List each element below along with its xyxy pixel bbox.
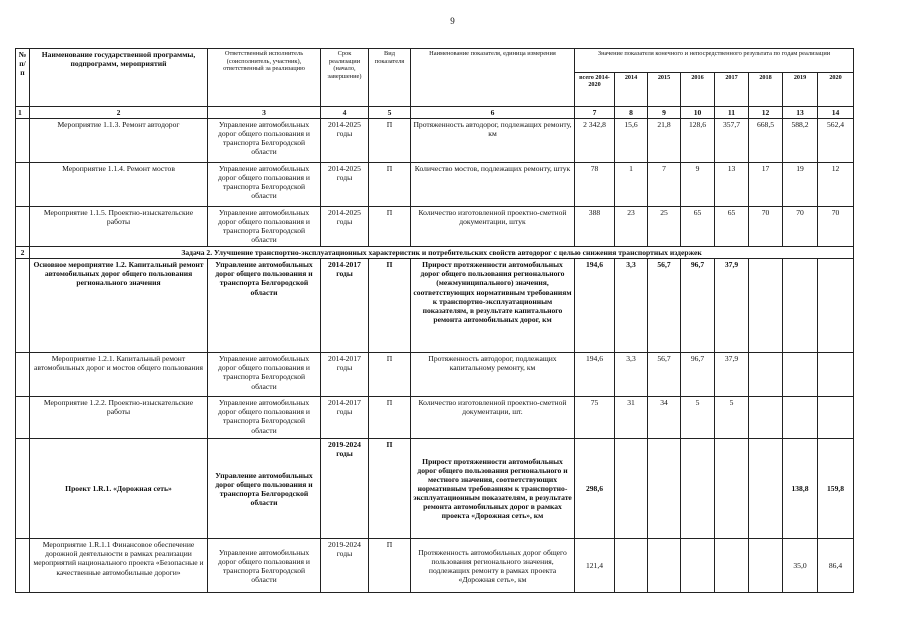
- value-cell: 194,6: [575, 353, 615, 397]
- value-cell: 1: [615, 163, 648, 207]
- value-cell: 25: [648, 207, 681, 247]
- column-number: 10: [681, 107, 715, 119]
- row-type: П: [369, 163, 411, 207]
- row-indicator: Протяженность автомобильных дорог общего пользования регионального значения, подлежащих ремонту в рамках проекта «Дорожная сеть», км: [411, 539, 575, 593]
- value-cell: 12: [818, 163, 854, 207]
- row-term: 2014-2017 годы: [321, 259, 369, 353]
- row-type: П: [369, 439, 411, 539]
- row-type: П: [369, 539, 411, 593]
- row-term: 2014-2025 годы: [321, 119, 369, 163]
- value-cell: 23: [615, 207, 648, 247]
- value-cell: 31: [615, 397, 648, 439]
- value-cell: 56,7: [648, 259, 681, 353]
- row-term: 2014-2025 годы: [321, 163, 369, 207]
- value-cell: [818, 353, 854, 397]
- row-num-cell: [16, 207, 30, 247]
- row-responsible: Управление автомобильных дорог общего пользования и транспорта Белгородской области: [208, 353, 321, 397]
- value-cell: 159,8: [818, 439, 854, 539]
- column-number: 4: [321, 107, 369, 119]
- row-indicator: Количество мостов, подлежащих ремонту, штук: [411, 163, 575, 207]
- header-term: Срок реализации (начало, завершение): [321, 49, 369, 107]
- value-cell: 298,6: [575, 439, 615, 539]
- value-cell: 138,8: [783, 439, 818, 539]
- row-name: Проект 1.R.1. «Дорожная сеть»: [30, 439, 208, 539]
- header-responsible: Ответственный исполнитель (соисполнитель, участник), ответственный за реализацию: [208, 49, 321, 107]
- table-row: [16, 119, 854, 163]
- row-name: Мероприятие 1.1.4. Ремонт мостов: [30, 163, 208, 207]
- page-number: 9: [450, 16, 455, 26]
- row-term: 2019-2024 годы: [321, 439, 369, 539]
- row-responsible: Управление автомобильных дорог общего пользования и транспорта Белгородской области: [208, 163, 321, 207]
- column-number: 1: [16, 107, 30, 119]
- column-number: 13: [783, 107, 818, 119]
- value-cell: [681, 539, 715, 593]
- row-name: Мероприятие 1.2.1. Капитальный ремонт автомобильных дорог и мостов общего пользования: [30, 353, 208, 397]
- value-cell: 65: [715, 207, 749, 247]
- value-cell: 37,9: [715, 259, 749, 353]
- column-number: 14: [818, 107, 854, 119]
- value-cell: 70: [749, 207, 783, 247]
- row-responsible: Управление автомобильных дорог общего пользования и транспорта Белгородской области: [208, 439, 321, 539]
- value-cell: 588,2: [783, 119, 818, 163]
- value-cell: 75: [575, 397, 615, 439]
- row-num-cell: [16, 353, 30, 397]
- value-cell: 15,6: [615, 119, 648, 163]
- column-number: 6: [411, 107, 575, 119]
- row-indicator: Прирост протяженности автомобильных дорог общего пользования регионального и местного значения, соответствующих нормативным требованиям к транспортно-эксплуатационным показателям, в результате ремонта автомобильных дорог в рамках проекта «Дорожная сеть», км: [411, 439, 575, 539]
- value-cell: [715, 539, 749, 593]
- task-text: Задача 2. Улучшение транспортно-эксплуатационных характеристик и потребительских свойств автодорог с целью снижения транспортных издержек: [30, 247, 854, 259]
- row-responsible: Управление автомобильных дорог общего пользования и транспорта Белгородской области: [208, 207, 321, 247]
- value-cell: [818, 397, 854, 439]
- task-num: 2: [16, 247, 30, 259]
- row-num-cell: [16, 119, 30, 163]
- header-year: 2020: [818, 73, 854, 107]
- value-cell: 37,9: [715, 353, 749, 397]
- table-row: [16, 397, 854, 439]
- value-cell: 65: [681, 207, 715, 247]
- header-year: 2016: [681, 73, 715, 107]
- value-cell: 562,4: [818, 119, 854, 163]
- value-cell: 19: [783, 163, 818, 207]
- row-indicator: Прирост протяженности автомобильных дорог общего пользования регионального (межмуниципального) значения, соответствующих нормативным требованиям к транспортно-эксплуатационным показателям, в результате капитального ремонта автомобильных дорог, км: [411, 259, 575, 353]
- column-number: 9: [648, 107, 681, 119]
- value-cell: [615, 539, 648, 593]
- value-cell: [715, 439, 749, 539]
- value-cell: 357,7: [715, 119, 749, 163]
- value-cell: 388: [575, 207, 615, 247]
- row-type: П: [369, 207, 411, 247]
- row-num-cell: [16, 439, 30, 539]
- value-cell: [681, 439, 715, 539]
- row-num-cell: [16, 259, 30, 353]
- column-number: 8: [615, 107, 648, 119]
- header-indicator-name: Наименование показателя, единица измерения: [411, 49, 575, 107]
- value-cell: [749, 397, 783, 439]
- row-type: П: [369, 397, 411, 439]
- value-cell: 7: [648, 163, 681, 207]
- value-cell: [749, 353, 783, 397]
- column-numbers-row: [16, 107, 854, 119]
- value-cell: 3,3: [615, 353, 648, 397]
- table-row: [16, 439, 854, 539]
- task-row: [16, 247, 854, 259]
- results-table: [15, 48, 854, 593]
- row-name: Мероприятие 1.1.5. Проектно-изыскательские работы: [30, 207, 208, 247]
- value-cell: 56,7: [648, 353, 681, 397]
- row-responsible: Управление автомобильных дорог общего пользования и транспорта Белгородской области: [208, 539, 321, 593]
- value-cell: [648, 539, 681, 593]
- row-type: П: [369, 119, 411, 163]
- value-cell: [783, 397, 818, 439]
- value-cell: 194,6: [575, 259, 615, 353]
- value-cell: 668,5: [749, 119, 783, 163]
- row-responsible: Управление автомобильных дорог общего пользования и транспорта Белгородской области: [208, 397, 321, 439]
- value-cell: [648, 439, 681, 539]
- row-term: 2014-2017 годы: [321, 353, 369, 397]
- value-cell: 13: [715, 163, 749, 207]
- header-year: 2014: [615, 73, 648, 107]
- value-cell: 5: [681, 397, 715, 439]
- value-cell: [783, 259, 818, 353]
- value-cell: 3,3: [615, 259, 648, 353]
- column-number: 12: [749, 107, 783, 119]
- value-cell: [749, 539, 783, 593]
- value-cell: 2 342,8: [575, 119, 615, 163]
- column-number: 11: [715, 107, 749, 119]
- value-cell: 17: [749, 163, 783, 207]
- row-term: 2014-2017 годы: [321, 397, 369, 439]
- value-cell: [783, 353, 818, 397]
- row-num-cell: [16, 539, 30, 593]
- row-indicator: Количество изготовленной проектно-сметной документации, штук: [411, 207, 575, 247]
- table-row: [16, 539, 854, 593]
- value-cell: 96,7: [681, 259, 715, 353]
- value-cell: [749, 259, 783, 353]
- row-indicator: Протяженность автодорог, подлежащих ремонту, км: [411, 119, 575, 163]
- row-type: П: [369, 259, 411, 353]
- row-name: Мероприятие 1.R.1.1 Финансовое обеспечение дорожной деятельности в рамках реализации мероприятий национального проекта «Безопасные и качественные автомобильные дороги»: [30, 539, 208, 593]
- header-year: 2017: [715, 73, 749, 107]
- column-number: 5: [369, 107, 411, 119]
- table-row: [16, 259, 854, 353]
- value-cell: [615, 439, 648, 539]
- row-term: 2014-2025 годы: [321, 207, 369, 247]
- row-name: Мероприятие 1.1.3. Ремонт автодорог: [30, 119, 208, 163]
- header-year: 2018: [749, 73, 783, 107]
- value-cell: 70: [818, 207, 854, 247]
- value-cell: 21,8: [648, 119, 681, 163]
- value-cell: 9: [681, 163, 715, 207]
- value-cell: 70: [783, 207, 818, 247]
- row-type: П: [369, 353, 411, 397]
- row-name: Основное мероприятие 1.2. Капитальный ремонт автомобильных дорог общего пользования регионального значения: [30, 259, 208, 353]
- value-cell: 78: [575, 163, 615, 207]
- value-cell: [749, 439, 783, 539]
- value-cell: 34: [648, 397, 681, 439]
- row-responsible: Управление автомобильных дорог общего пользования и транспорта Белгородской области: [208, 259, 321, 353]
- value-cell: 128,6: [681, 119, 715, 163]
- header-year: 2015: [648, 73, 681, 107]
- value-cell: 86,4: [818, 539, 854, 593]
- row-num-cell: [16, 163, 30, 207]
- value-cell: [818, 259, 854, 353]
- value-cell: 35,0: [783, 539, 818, 593]
- value-cell: 96,7: [681, 353, 715, 397]
- row-name: Мероприятие 1.2.2. Проектно-изыскательские работы: [30, 397, 208, 439]
- column-number: 2: [30, 107, 208, 119]
- column-number: 7: [575, 107, 615, 119]
- header-values-group: Значение показателя конечного и непосредственного результата по годам реализации: [575, 49, 854, 73]
- header-total: всего 2014-2020: [575, 73, 615, 107]
- row-term: 2019-2024 годы: [321, 539, 369, 593]
- column-number: 3: [208, 107, 321, 119]
- table-row: [16, 353, 854, 397]
- value-cell: 5: [715, 397, 749, 439]
- row-indicator: Количество изготовленной проектно-сметной документации, шт.: [411, 397, 575, 439]
- row-num-cell: [16, 397, 30, 439]
- header-year: 2019: [783, 73, 818, 107]
- table-row: [16, 207, 854, 247]
- header-row-1: [16, 49, 854, 73]
- header-num: № п/п: [16, 49, 30, 107]
- row-responsible: Управление автомобильных дорог общего пользования и транспорта Белгородской области: [208, 119, 321, 163]
- header-name: Наименование государственной программы, подпрограмм, мероприятий: [30, 49, 208, 107]
- table-row: [16, 163, 854, 207]
- header-indicator-type: Вид показателя: [369, 49, 411, 107]
- row-indicator: Протяженность автодорог, подлежащих капитальному ремонту, км: [411, 353, 575, 397]
- value-cell: 121,4: [575, 539, 615, 593]
